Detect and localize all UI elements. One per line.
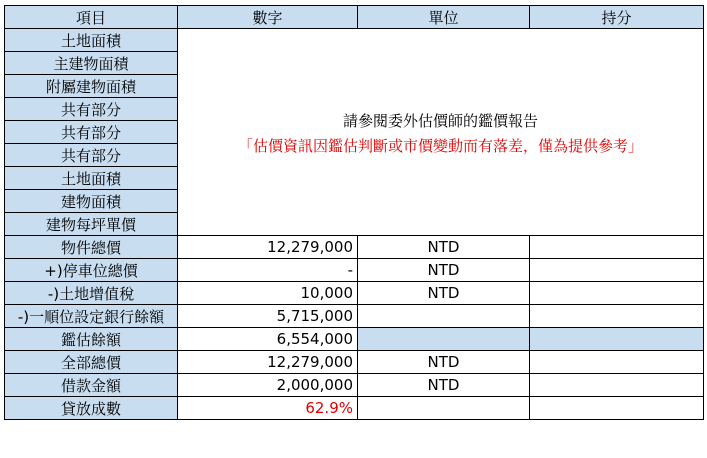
header-number[interactable]: 數字: [178, 6, 358, 29]
row-label[interactable]: +)停車位總價: [5, 259, 178, 282]
header-unit[interactable]: 單位: [358, 6, 530, 29]
row-value[interactable]: 6,554,000: [178, 328, 358, 351]
table-row: [5, 282, 704, 305]
row-label[interactable]: 附屬建物面積: [5, 75, 178, 98]
row-label[interactable]: 共有部分: [5, 98, 178, 121]
table-row: [5, 236, 704, 259]
row-share[interactable]: [530, 259, 704, 282]
header-item[interactable]: 項目: [5, 6, 178, 29]
row-share[interactable]: [530, 374, 704, 397]
row-label[interactable]: 建物每坪單價: [5, 213, 178, 236]
loan-ratio-value[interactable]: 62.9%: [178, 397, 358, 420]
header-row: [5, 6, 704, 29]
row-share[interactable]: [530, 236, 704, 259]
row-label[interactable]: 物件總價: [5, 236, 178, 259]
row-label[interactable]: 共有部分: [5, 121, 178, 144]
row-label[interactable]: 建物面積: [5, 190, 178, 213]
table-row: [5, 397, 704, 420]
valuation-table: [4, 5, 704, 420]
row-unit[interactable]: NTD: [358, 282, 530, 305]
row-label[interactable]: 貸放成數: [5, 397, 178, 420]
row-value[interactable]: 10,000: [178, 282, 358, 305]
table-row: [5, 351, 704, 374]
header-share[interactable]: 持分: [530, 6, 704, 29]
row-unit[interactable]: NTD: [358, 351, 530, 374]
row-value[interactable]: 2,000,000: [178, 374, 358, 397]
row-share[interactable]: [530, 282, 704, 305]
row-label[interactable]: 鑑估餘額: [5, 328, 178, 351]
row-share[interactable]: [530, 328, 704, 351]
row-share[interactable]: [530, 351, 704, 374]
row-label[interactable]: 借款金額: [5, 374, 178, 397]
row-share[interactable]: [530, 397, 704, 420]
row-value[interactable]: 12,279,000: [178, 351, 358, 374]
row-label[interactable]: 共有部分: [5, 144, 178, 167]
table-row: [5, 328, 704, 351]
row-share[interactable]: [530, 305, 704, 328]
row-value[interactable]: -: [178, 259, 358, 282]
table-row: [5, 374, 704, 397]
row-label[interactable]: 全部總價: [5, 351, 178, 374]
row-unit[interactable]: [358, 397, 530, 420]
row-unit[interactable]: NTD: [358, 374, 530, 397]
row-label[interactable]: 主建物面積: [5, 52, 178, 75]
notice-line1: 請參閱委外估價師的鑑價報告: [342, 112, 538, 130]
row-label[interactable]: 土地面積: [5, 29, 178, 52]
row-value[interactable]: 5,715,000: [178, 305, 358, 328]
row-unit[interactable]: NTD: [358, 259, 530, 282]
row-unit[interactable]: [358, 328, 530, 351]
row-unit[interactable]: [358, 305, 530, 328]
table-row: [5, 29, 704, 52]
notice-line2: 「估價資訊因鑑估判斷或市價變動而有落差，僅為提供參考」: [237, 137, 643, 155]
table-row: [5, 305, 704, 328]
row-label[interactable]: -)一順位設定銀行餘額: [5, 305, 178, 328]
row-value[interactable]: 12,279,000: [178, 236, 358, 259]
row-unit[interactable]: NTD: [358, 236, 530, 259]
appraisal-notice-cell[interactable]: [178, 29, 704, 236]
table-row: [5, 259, 704, 282]
row-label[interactable]: -)土地增值稅: [5, 282, 178, 305]
row-label[interactable]: 土地面積: [5, 167, 178, 190]
